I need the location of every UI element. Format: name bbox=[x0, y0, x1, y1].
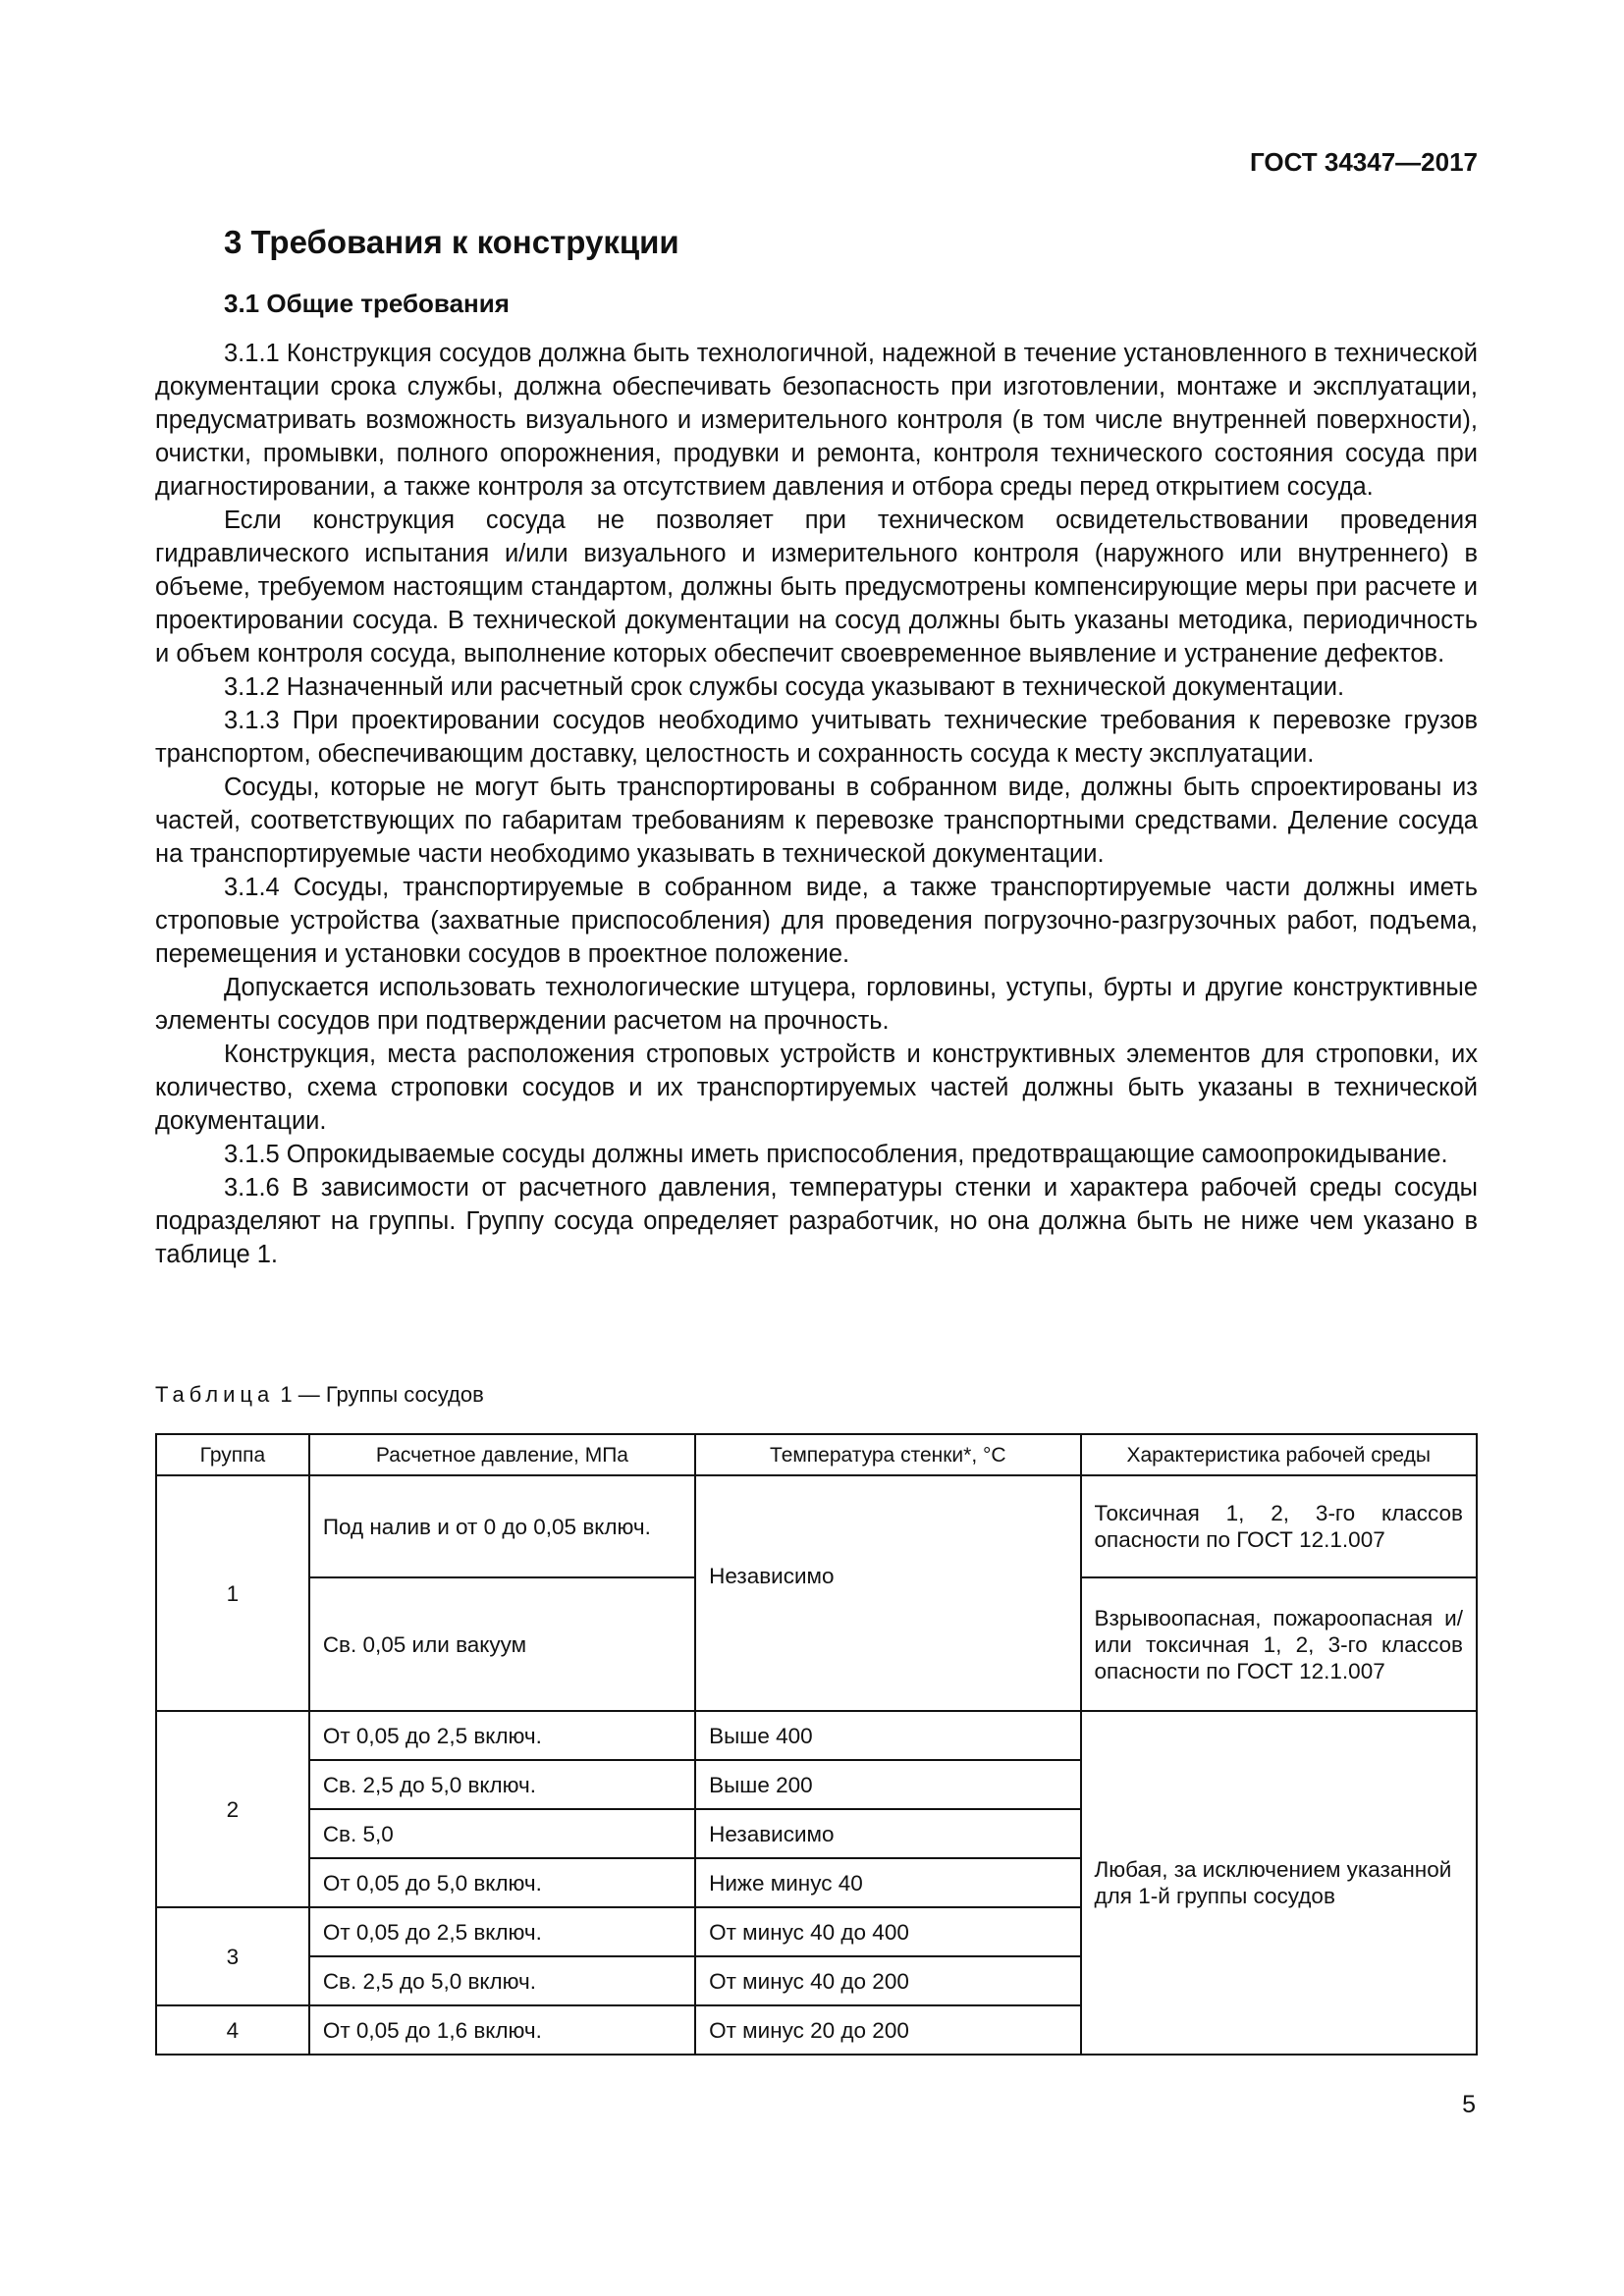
header-medium: Характеристика рабочей среды bbox=[1081, 1434, 1478, 1475]
pressure-cell: Св. 2,5 до 5,0 включ. bbox=[309, 1956, 695, 2005]
temperature-cell: От минус 40 до 400 bbox=[695, 1907, 1080, 1956]
paragraph: Допускается использовать технологические штуцера, горловины, уступы, бурты и другие конструктивные элементы сосудов при подтверждении расчетом на прочность. bbox=[155, 974, 1478, 1035]
page-number: 5 bbox=[1462, 2091, 1476, 2118]
pressure-cell: От 0,05 до 5,0 включ. bbox=[309, 1858, 695, 1907]
paragraph: 3.1.1 Конструкция сосудов должна быть технологичной, надежной в течение установленного в технической документации срока службы, должна обеспечивать безопасность при изготовлении, монтаже и эксплуатации, предусматривать возможность визуального и измерительного контроля (в том числе внутренней поверхности), очистки, промывки, полного опорожнения, продувки и ремонта, контроля технического состояния сосуда при диагностировании, а также контроля за отсутствием давления и отбора среды перед открытием сосуда. bbox=[155, 340, 1478, 501]
pressure-cell: Св. 5,0 bbox=[309, 1809, 695, 1858]
table-header-row bbox=[156, 1434, 1477, 1475]
table-row bbox=[156, 1711, 1477, 1760]
temperature-cell: От минус 20 до 200 bbox=[695, 2005, 1080, 2055]
vessel-groups-table bbox=[155, 1433, 1478, 2056]
temperature-cell: Независимо bbox=[695, 1809, 1080, 1858]
paragraph: 3.1.5 Опрокидываемые сосуды должны иметь приспособления, предотвращающие самоопрокидывание. bbox=[224, 1141, 1448, 1168]
temperature-cell: Выше 200 bbox=[695, 1760, 1080, 1809]
pressure-cell: Св. 2,5 до 5,0 включ. bbox=[309, 1760, 695, 1809]
paragraph: 3.1.2 Назначенный или расчетный срок службы сосуда указывают в технической документации. bbox=[224, 673, 1345, 701]
table-caption bbox=[155, 1382, 484, 1408]
pressure-cell: Св. 0,05 или вакуум bbox=[309, 1577, 695, 1711]
subsection-title: 3.1 Общие требования bbox=[224, 289, 510, 318]
pressure-cell: От 0,05 до 1,6 включ. bbox=[309, 2005, 695, 2055]
group-cell: 3 bbox=[156, 1907, 309, 2005]
temperature-cell: Ниже минус 40 bbox=[695, 1858, 1080, 1907]
header-temperature: Температура стенки*, °С bbox=[695, 1434, 1080, 1475]
paragraph: 3.1.4 Сосуды, транспортируемые в собранном виде, а также транспортируемые части должны иметь строповые устройства (захватные приспособления) для проведения погрузочно-разгрузочных работ, подъема, перемещения и установки сосудов в проектное положение. bbox=[155, 874, 1478, 968]
paragraph: 3.1.3 При проектировании сосудов необходимо учитывать технические требования к перевозке грузов транспортом, обеспечивающим доставку, целостность и сохранность сосуда к месту эксплуатации. bbox=[155, 707, 1478, 768]
group-cell: 2 bbox=[156, 1711, 309, 1907]
pressure-cell: От 0,05 до 2,5 включ. bbox=[309, 1907, 695, 1956]
paragraph: Сосуды, которые не могут быть транспортированы в собранном виде, должны быть спроектированы из частей, соответствующих по габаритам требованиям к перевозке транспортными средствами. Деление сосуда на транспортируемые части необходимо указывать в технической документации. bbox=[155, 774, 1478, 868]
paragraph: 3.1.6 В зависимости от расчетного давления, температуры стенки и характера рабочей среды сосуды подразделяют на группы. Группу сосуда определяет разработчик, но она должна быть не ниже чем указано в таблице 1. bbox=[155, 1174, 1478, 1268]
temperature-cell: От минус 40 до 200 bbox=[695, 1956, 1080, 2005]
group-cell: 1 bbox=[156, 1475, 309, 1711]
pressure-cell: Под налив и от 0 до 0,05 включ. bbox=[309, 1475, 695, 1577]
header-pressure: Расчетное давление, МПа bbox=[309, 1434, 695, 1475]
medium-cell: Любая, за исключением указанной для 1-й группы сосудов bbox=[1081, 1711, 1478, 2055]
body-text bbox=[155, 337, 1478, 1271]
medium-cell: Токсичная 1, 2, 3-го классов опасности по ГОСТ 12.1.007 bbox=[1081, 1475, 1478, 1577]
medium-cell: Взрывоопасная, пожароопасная и/или токсичная 1, 2, 3-го классов опасности по ГОСТ 12.1.007 bbox=[1081, 1577, 1478, 1711]
table-caption-prefix: Таблица bbox=[155, 1382, 275, 1407]
temperature-cell: Независимо bbox=[695, 1475, 1080, 1711]
document-code: ГОСТ 34347—2017 bbox=[1250, 147, 1478, 177]
group-cell: 4 bbox=[156, 2005, 309, 2055]
temperature-cell: Выше 400 bbox=[695, 1711, 1080, 1760]
table-row bbox=[156, 1475, 1477, 1577]
paragraph: Конструкция, места расположения строповых устройств и конструктивных элементов для строповки, их количество, схема строповки сосудов и их транспортируемых частей должны быть указаны в технической документации. bbox=[155, 1041, 1478, 1135]
paragraph: Если конструкция сосуда не позволяет при техническом освидетельствовании проведения гидравлического испытания и/или визуального и измерительного контроля (наружного или внутреннего) в объеме, требуемом настоящим стандартом, должны быть предусмотрены компенсирующие меры при расчете и проектировании сосуда. В технической документации на сосуд должны быть указаны методика, периодичность и объем контроля сосуда, выполнение которых обеспечит своевременное выявление и устранение дефектов. bbox=[155, 507, 1478, 667]
section-title: 3 Требования к конструкции bbox=[224, 224, 679, 260]
pressure-cell: От 0,05 до 2,5 включ. bbox=[309, 1711, 695, 1760]
header-group: Группа bbox=[156, 1434, 309, 1475]
table-caption-text: 1 — Группы сосудов bbox=[280, 1382, 484, 1407]
